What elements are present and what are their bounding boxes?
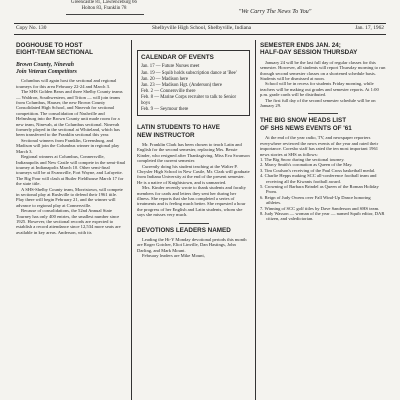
- sectional-subheadline-1: Brown County, Ninevah: [16, 61, 74, 68]
- latin-headline-line-1: LATIN STUDENTS TO HAVE: [137, 124, 220, 132]
- masthead-address-line-2: Holton 83, Franklin 78: [81, 6, 127, 11]
- column-1: [16, 42, 126, 380]
- news-event-item: 3. Tim Coulson's receiving of the Paul Cross basketball medal.: [260, 167, 376, 173]
- calendar-list: [141, 64, 246, 113]
- masthead: [0, 0, 400, 48]
- sectional-subheadline-2: Join Veteran Competitors: [16, 68, 77, 75]
- devotions-paragraph: February leaders are Mike Mount,: [142, 253, 205, 259]
- news-event-item: 1. The Big Snow during the sectional tourney.: [260, 156, 345, 162]
- masthead-motto: "We Carry The News To You": [238, 8, 312, 15]
- semester-paragraph: The first full day of the second semester schedule will be on January 29.: [260, 97, 376, 109]
- issue-date: Jan. 17, 1962: [355, 25, 384, 31]
- calendar-item: Jan. 20 — Madison here: [141, 76, 189, 82]
- snow-intro: At the end of the year radio, TV, and newspaper reporters everywhere reviewed the news events of the year and rated their importance. Coresbo staff has rated the ten most important 1961 news stories at SHS as follows:: [260, 135, 379, 157]
- calendar-box: [137, 50, 250, 116]
- news-events-list: [260, 157, 386, 222]
- latin-paragraph: Mrs. Kinder recently wrote to thank students and faculty members for cards and letters they sent her during her illness. She reports that she has completed a series of treatments and is feeling much better. She requested a hour the progress of her English and Latin students, whom she says she misses very much.: [137, 185, 246, 218]
- news-event-item: 6. Reign of Judy Owens over Fall Wind-Up Dance honoring athletes.: [260, 194, 371, 206]
- sectional-paragraph: Sectional winners from Franklin, Greensburg, and Madison will join the Columbus winner in regional play March 3.: [16, 137, 120, 154]
- sectional-paragraph: Because of consolidations, the 52nd Annual State Tourney has only 400 entries, the smallest number since 1925. However, the sectional records are expected to establish a record attendance since 12,534 more seats are available in key areas. Anderson, with its: [16, 208, 121, 235]
- news-event-item: 7. Winning of SCC golf titles by Dave Sanderson and SHS team.: [260, 205, 380, 211]
- column-3: [260, 42, 386, 380]
- news-event-item: 2. Marcy Smith's coronation as Queen of the May.: [260, 162, 353, 168]
- sectional-paragraph: Columbus will again host the sectional and regional tourneys for this area February 22-24 and March 3.: [16, 78, 117, 89]
- calendar-item: Jan. 19 — Squib holds subscription dance at 'Bee': [141, 70, 237, 76]
- latin-paragraph: Mr. Franklin Clark has been chosen to teach Latin and English for the second semester, replacing Mrs. Bessie Kinder, who resigned after Thanksgiving. Miss Eva Swanson completed the current semester.: [137, 141, 250, 164]
- masthead-border-left: [66, 12, 144, 15]
- calendar-item: Feb. 8 — Marine Corps recruiter to talk to Senior boys: [141, 94, 237, 106]
- devotions-headline: DEVOTIONS LEADERS NAMED: [137, 226, 231, 234]
- school-name: Shelbyville High School, Shelbyville, Indiana: [151, 25, 252, 31]
- masthead-rule-bottom: [14, 34, 386, 35]
- snow-headline-line-1: THE BIG SNOW HEADS LIST: [260, 117, 347, 125]
- devotions-paragraph: Leading the Hi-Y Monday devotional periods this month are Roger Gotcher, Eliot Linville, Dan Hastings, John Darling, and Mark Mount.: [137, 237, 247, 253]
- section-separator: [308, 113, 338, 114]
- semester-headline-line-2: HALF-DAY SESSION THURSDAY: [260, 49, 358, 57]
- calendar-item: Jan. 17 — Future Nurses meet: [141, 64, 200, 70]
- latin-paragraph: Currently doing his student teaching at the Walter P. Chrysler High School in New Castle, Mr. Clark will graduate from Indiana University at the end of the present semester. He is a native of Knightstown, and is unmarried.: [137, 163, 250, 185]
- sectional-headline-line-2: EIGHT-TEAM SECTIONAL: [16, 49, 93, 57]
- sectional-paragraph: Regional winners at Columbus, Connersville, Indianapolis and New Castle will compete in the semi-final tourney at Indianapolis March 10. Other semi-final tourneys will be at Evansville, Fort Wayne, and Lafayette. The Big Four will clash at Butler Fieldhouse March 17 for the state title.: [16, 154, 126, 187]
- snow-headline-line-2: OF SHS NEWS EVENTS OF '61: [260, 124, 352, 132]
- sectional-paragraph: The SHS Golden Bears and three Shelby County teams — Waldron, Southwestern, and Triton — will join teams from Columbus, Hauser, the new Brown County Consolidated High School, and Ninevah for sectional competition. The consolidation of Nashville and Helmsburg into the Brown County unit made room for a new team, Ninevah, at the Columbus sectional. Ninevah formerly played in the sectional at Whiteland, which has been transferred to the Franklin sectional this year.: [16, 89, 123, 138]
- section-separator: [179, 223, 209, 224]
- copy-number: Copy No. 130: [16, 25, 47, 31]
- calendar-item: Feb. 9 — Seymour there: [141, 107, 189, 113]
- news-event-item: 4. Charlie Hepps making SCC all-conference football team and receiving all the Kiwanis football award.: [260, 173, 377, 184]
- sectional-paragraph: A SHS-Shelby County team, Morristown, will compete in sectional play at Rushville to defend their 1961 title. Play there will begin February 21, and the winner will advance to regional play at Connersville.: [16, 186, 123, 208]
- news-event-item: 8. Judy Wasson — woman of the year — named Squib editor, DAR citizen, and valedictorian.: [260, 210, 385, 222]
- semester-paragraph: School will be in recess for students Friday morning, while teachers will be making out grades and semester reports. At 1:00 p.m. grade cards will be distributed.: [260, 81, 379, 98]
- calendar-item: Feb. 2 — Connersville there: [141, 88, 196, 94]
- semester-headline-line-1: SEMESTER ENDS JAN. 24;: [260, 42, 341, 49]
- calendar-title: CALENDAR OF EVENTS: [141, 54, 214, 61]
- column-2: [137, 50, 250, 388]
- masthead-address-line-1: Greencastle 81, Lawrenceburg 66: [71, 0, 137, 5]
- semester-paragraph: January 24 will be the last full day of regular classes for this semester. However, all students will report Thursday morning to run through second semester classes on a shortened schedule basis. Students will be dismissed at noon.: [260, 59, 386, 82]
- news-event-item: 5. Crowning of Barbara Brindel as Queen of the Roman Holiday Prom.: [260, 183, 379, 195]
- column-divider-2: [255, 40, 256, 400]
- sectional-headline-line-1: DOGHOUSE TO HOST: [16, 42, 83, 49]
- latin-headline-line-2: NEW INSTRUCTOR: [137, 131, 195, 139]
- calendar-item: Jan. 23 — Madison Hgt. (Anderson) there: [141, 82, 222, 88]
- column-divider-1: [131, 40, 132, 400]
